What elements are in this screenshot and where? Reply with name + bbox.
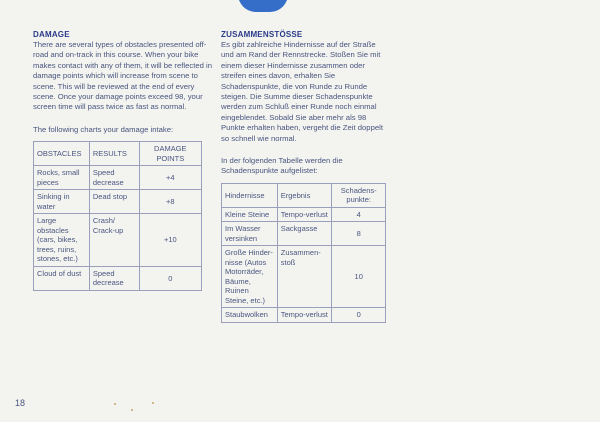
table-header-row (34, 142, 202, 166)
german-column (221, 30, 386, 323)
table-row (222, 308, 386, 323)
table-row (34, 166, 202, 190)
points-cell: 8 (332, 222, 386, 246)
result-cell: Dead stop (89, 190, 139, 214)
table-row (222, 207, 386, 222)
zusammenstoesse-paragraph: Es gibt zahlreiche Hindernisse auf der Straße und am Rand der Rennstrecke. Stoßen Sie mit einem dieser Hindernisse zusammen oder streifen eines davon, erhalten Sie Schadenspunkte, die von Runde zu Runde steigen. Die Summe dieser Schadenspunkte werden zum Schluß einer Runde noch einmal eingeblendet. Sobald Sie aber mehr als 98 Punkte erhalten haben, vergeht die Zeit doppelt so schnell wie normal. (221, 40, 383, 143)
page-number: 18 (15, 398, 26, 408)
points-cell: +8 (139, 190, 201, 214)
decorative-blue-shape (238, 0, 288, 12)
obstacle-cell: Sinking in water (34, 190, 90, 214)
result-cell: Sackgasse (277, 222, 332, 246)
points-cell: 0 (139, 266, 201, 290)
obstacle-cell: Cloud of dust (34, 266, 90, 290)
result-cell: Crash/ Crack-up (89, 214, 139, 267)
result-cell: Zusammen-stoß (277, 246, 332, 308)
table-row (222, 246, 386, 308)
zusammenstoesse-heading: ZUSAMMENSTÖSSE (221, 30, 303, 39)
points-cell: 0 (332, 308, 386, 323)
header-hindernisse: Hindernisse (222, 183, 278, 207)
points-cell: +4 (139, 166, 201, 190)
points-cell: +10 (139, 214, 201, 267)
points-cell: 10 (332, 246, 386, 308)
obstacle-cell: Kleine Steine (222, 207, 278, 222)
paper-speck (131, 409, 133, 411)
obstacle-cell: Im Wasser versinken (222, 222, 278, 246)
header-damage-points: DAMAGE POINTS (139, 142, 201, 166)
header-ergebnis: Ergebnis (277, 183, 332, 207)
damage-paragraph: There are several types of obstacles presented off-road and on-track in this course. When your bike makes contact with any of them, it will be reflected in damage points which will increase from scene to scene. This will be reviewed at the end of every scene. Once your damage points exceed 98, your screen time will pass twice as fast as normal. (33, 40, 213, 112)
obstacle-cell: Staubwolken (222, 308, 278, 323)
paper-speck (152, 402, 154, 404)
header-results: RESULTS (89, 142, 139, 166)
damage-table (33, 141, 202, 291)
paper-speck (114, 403, 116, 405)
damage-heading: DAMAGE (33, 30, 70, 39)
schadenspunkte-table-intro: In der folgenden Tabelle werden die Schadenspunkte aufgelistet: (221, 156, 343, 176)
header-obstacles: OBSTACLES (34, 142, 90, 166)
result-cell: Tempo-verlust (277, 308, 332, 323)
english-column (33, 30, 213, 291)
obstacle-cell: Rocks, small pieces (34, 166, 90, 190)
table-row (222, 222, 386, 246)
header-schadenspunkte: Schadens-punkte: (332, 183, 386, 207)
bleed-through-text (400, 30, 585, 280)
damage-table-intro: The following charts your damage intake: (33, 124, 174, 134)
points-cell: 4 (332, 207, 386, 222)
result-cell: Speed decrease (89, 166, 139, 190)
obstacle-cell: Große Hinder-nisse (Autos Motorräder, Bäume, Ruinen Steine, etc.) (222, 246, 278, 308)
table-row (34, 190, 202, 214)
obstacle-cell: Large obstacles (cars, bikes, trees, ruins, stones, etc.) (34, 214, 90, 267)
table-row (34, 214, 202, 267)
schadenspunkte-table (221, 183, 386, 323)
result-cell: Tempo-verlust (277, 207, 332, 222)
table-header-row (222, 183, 386, 207)
table-row (34, 266, 202, 290)
result-cell: Speed decrease (89, 266, 139, 290)
